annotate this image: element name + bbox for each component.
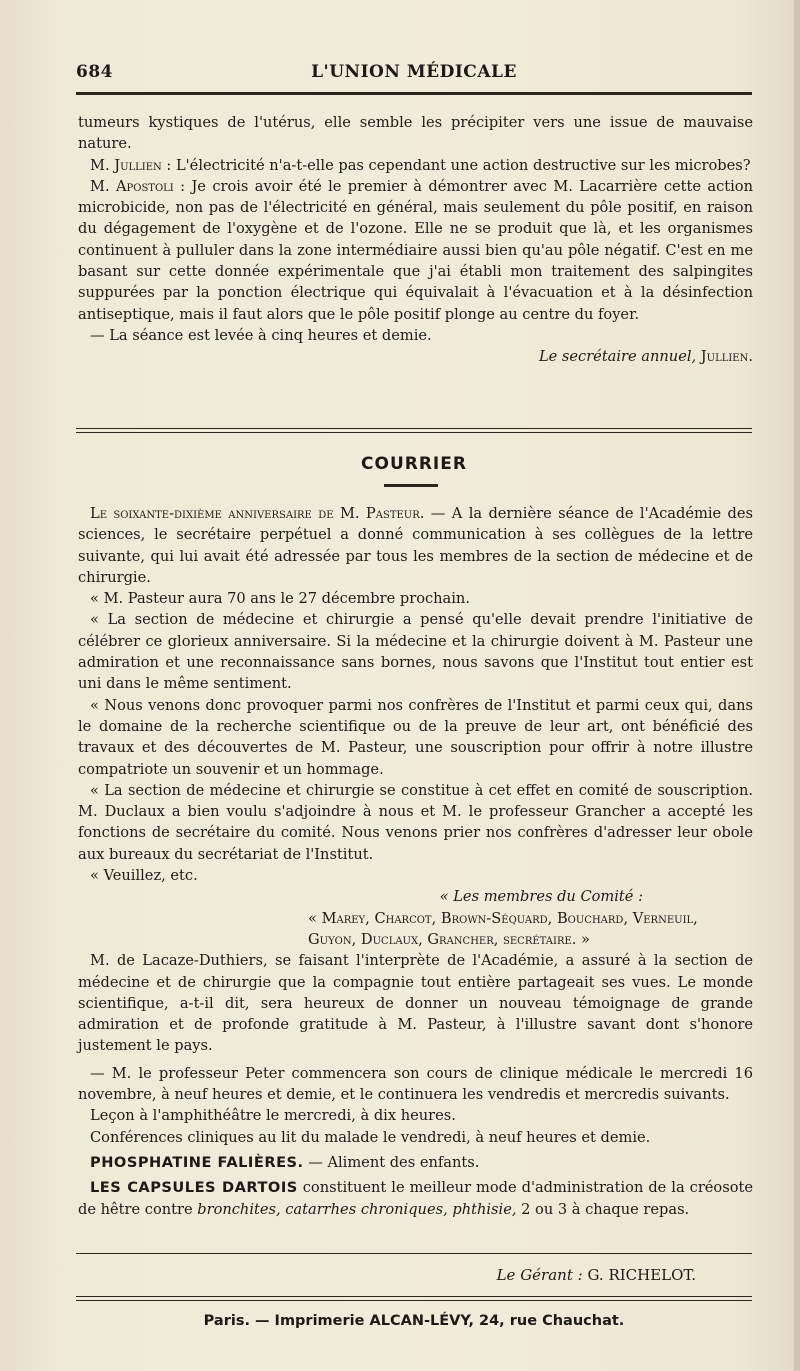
committee-heading: « Les membres du Comité : xyxy=(439,888,643,906)
course-notice: — M. le professeur Peter commencera son cours de clinique médicale le mercredi 16 novembre, à neuf heures et demie, et le continuera les vendredis et mercredis suivants. xyxy=(78,1064,753,1104)
section-rule-bottom xyxy=(76,432,752,433)
committee-members: Guyon, Duclaux, Grancher, secrétaire. » xyxy=(308,930,590,948)
header-rule xyxy=(76,92,752,95)
signature-title: Le secrétaire annuel, xyxy=(538,348,697,366)
intro-text: — A la dernière séance de l'Académie des sciences, le secrétaire perpétuel a donné communication à ses collègues de la lettre suivante, qui lui avait été adressée par tous les membres de la section de médecine et de chirurgie. xyxy=(78,505,753,586)
session-closing: — La séance est levée à cinq heures et demie. xyxy=(90,326,432,344)
footer-rule-bottom xyxy=(76,1300,752,1301)
running-head xyxy=(76,62,752,86)
letter-paragraph: « Veuillez, etc. xyxy=(90,867,198,885)
footer-rule-top xyxy=(76,1296,752,1297)
journal-title: L'UNION MÉDICALE xyxy=(311,62,517,82)
letter-paragraph: « La section de médecine et chirurgie se constitue à cet effet en comité de souscription. M. Duclaux a bien voulu s'adjoindre à nous et M. le professeur Grancher a accepté les fonctions de secrétaire du comité. Nous venons prier nos confrères d'adresser leur obole aux bureaux du secrétariat de l'Institut. xyxy=(78,781,753,863)
intro-heading: Le soixante-dixième anniversaire de M. Pasteur. xyxy=(90,505,425,522)
session-paragraph-3 xyxy=(78,176,753,325)
speaker-name: M. Apostoli xyxy=(90,177,174,195)
courrier-intro xyxy=(78,503,753,588)
session-paragraph-1: tumeurs kystiques de l'utérus, elle semble les précipiter vers une issue de mauvaise nature. xyxy=(78,114,753,153)
advertisement-capsules: LES CAPSULES DARTOIS constituent le meilleur mode d'administration de la créosote de hêtre contre bronchites, catarrhes chroniques, phthisie, 2 ou 3 à chaque repas. xyxy=(78,1179,753,1218)
page-number: 684 xyxy=(76,62,113,82)
conference-notice: Conférences cliniques au lit du malade le vendredi, à neuf heures et demie. xyxy=(90,1128,651,1146)
session-paragraph-2 xyxy=(78,155,753,176)
secretary-signature xyxy=(78,346,753,367)
letter-paragraph: « La section de médecine et chirurgie a pensé qu'elle devait prendre l'initiative de célébrer ce glorieux anniversaire. Si la médecine et la chirurgie doivent à M. Pasteur une admiration et une reconnaissance sans bornes, nous savons que l'Institut tout entier est uni dans le même sentiment. xyxy=(78,611,753,693)
section-title: COURRIER xyxy=(361,454,467,474)
advertisement-phosphatine: PHOSPHATINE FALIÈRES. — Aliment des enfants. xyxy=(90,1153,480,1171)
committee-members: « Marey, Charcot, Brown-Séquard, Bouchard, Verneuil, xyxy=(308,909,698,927)
signature-name: Jullien. xyxy=(696,348,753,366)
session-section xyxy=(78,112,753,368)
gerant-line: Le Gérant : G. RICHELOT. xyxy=(496,1266,696,1284)
letter-paragraph: « Nous venons donc provoquer parmi nos confrères de l'Institut et parmi ceux qui, dans le domaine de la recherche scientifique ou de la preuve de leur art, ont bénéficié des travaux et des découvertes de M. Pasteur, une souscription pour offrir à notre illustre compatriote un souvenir et un hommage. xyxy=(78,696,753,778)
page-edge xyxy=(794,0,800,1371)
lesson-notice: Leçon à l'amphithéâtre le mercredi, à dix heures. xyxy=(90,1107,456,1125)
letter-paragraph: « M. Pasteur aura 70 ans le 27 décembre prochain. xyxy=(90,590,470,608)
printer-imprint: Paris. — Imprimerie ALCAN-LÉVY, 24, rue Chauchat. xyxy=(203,1313,625,1329)
speaker-text: : Je crois avoir été le premier à démontrer avec M. Lacarrière cette action microbicide, non pas de l'électricité en général, mais seulement du pôle positif, en raison du dégagement de l'oxygène et de l'ozone. Elle ne se produit que là, et les organismes continuent à pulluler dans la zone intermédiaire aussi bien qu'au pôle négatif. C'est en me basant sur cette donnée expérimentale que j'ai établi mon traitement des salpingites suppurées par la ponction électrique qui équivalait à l'évacuation et à la désinfection antiseptique, mais il faut alors que le pôle positif plonge au centre du foyer. xyxy=(78,177,753,323)
speaker-text: : L'électricité n'a-t-elle pas cependant une action destructive sur les microbes? xyxy=(161,156,751,174)
speaker-name: M. Jullien xyxy=(90,156,162,174)
ads-rule xyxy=(76,1253,752,1254)
courrier-section xyxy=(78,503,753,1220)
academy-reply: M. de Lacaze-Duthiers, se faisant l'interprète de l'Académie, a assuré à la section de médecine et de chirurgie que la compagnie tout entière partageait ses vues. Le monde scientifique, a-t-il dit, sera heureux de donner un nouveau témoignage de grande admiration et de profonde gratitude à M. Pasteur, à l'illustre savant dont s'honore justement le pays. xyxy=(78,952,753,1055)
section-rule-top xyxy=(76,428,752,429)
title-underline xyxy=(384,484,438,487)
